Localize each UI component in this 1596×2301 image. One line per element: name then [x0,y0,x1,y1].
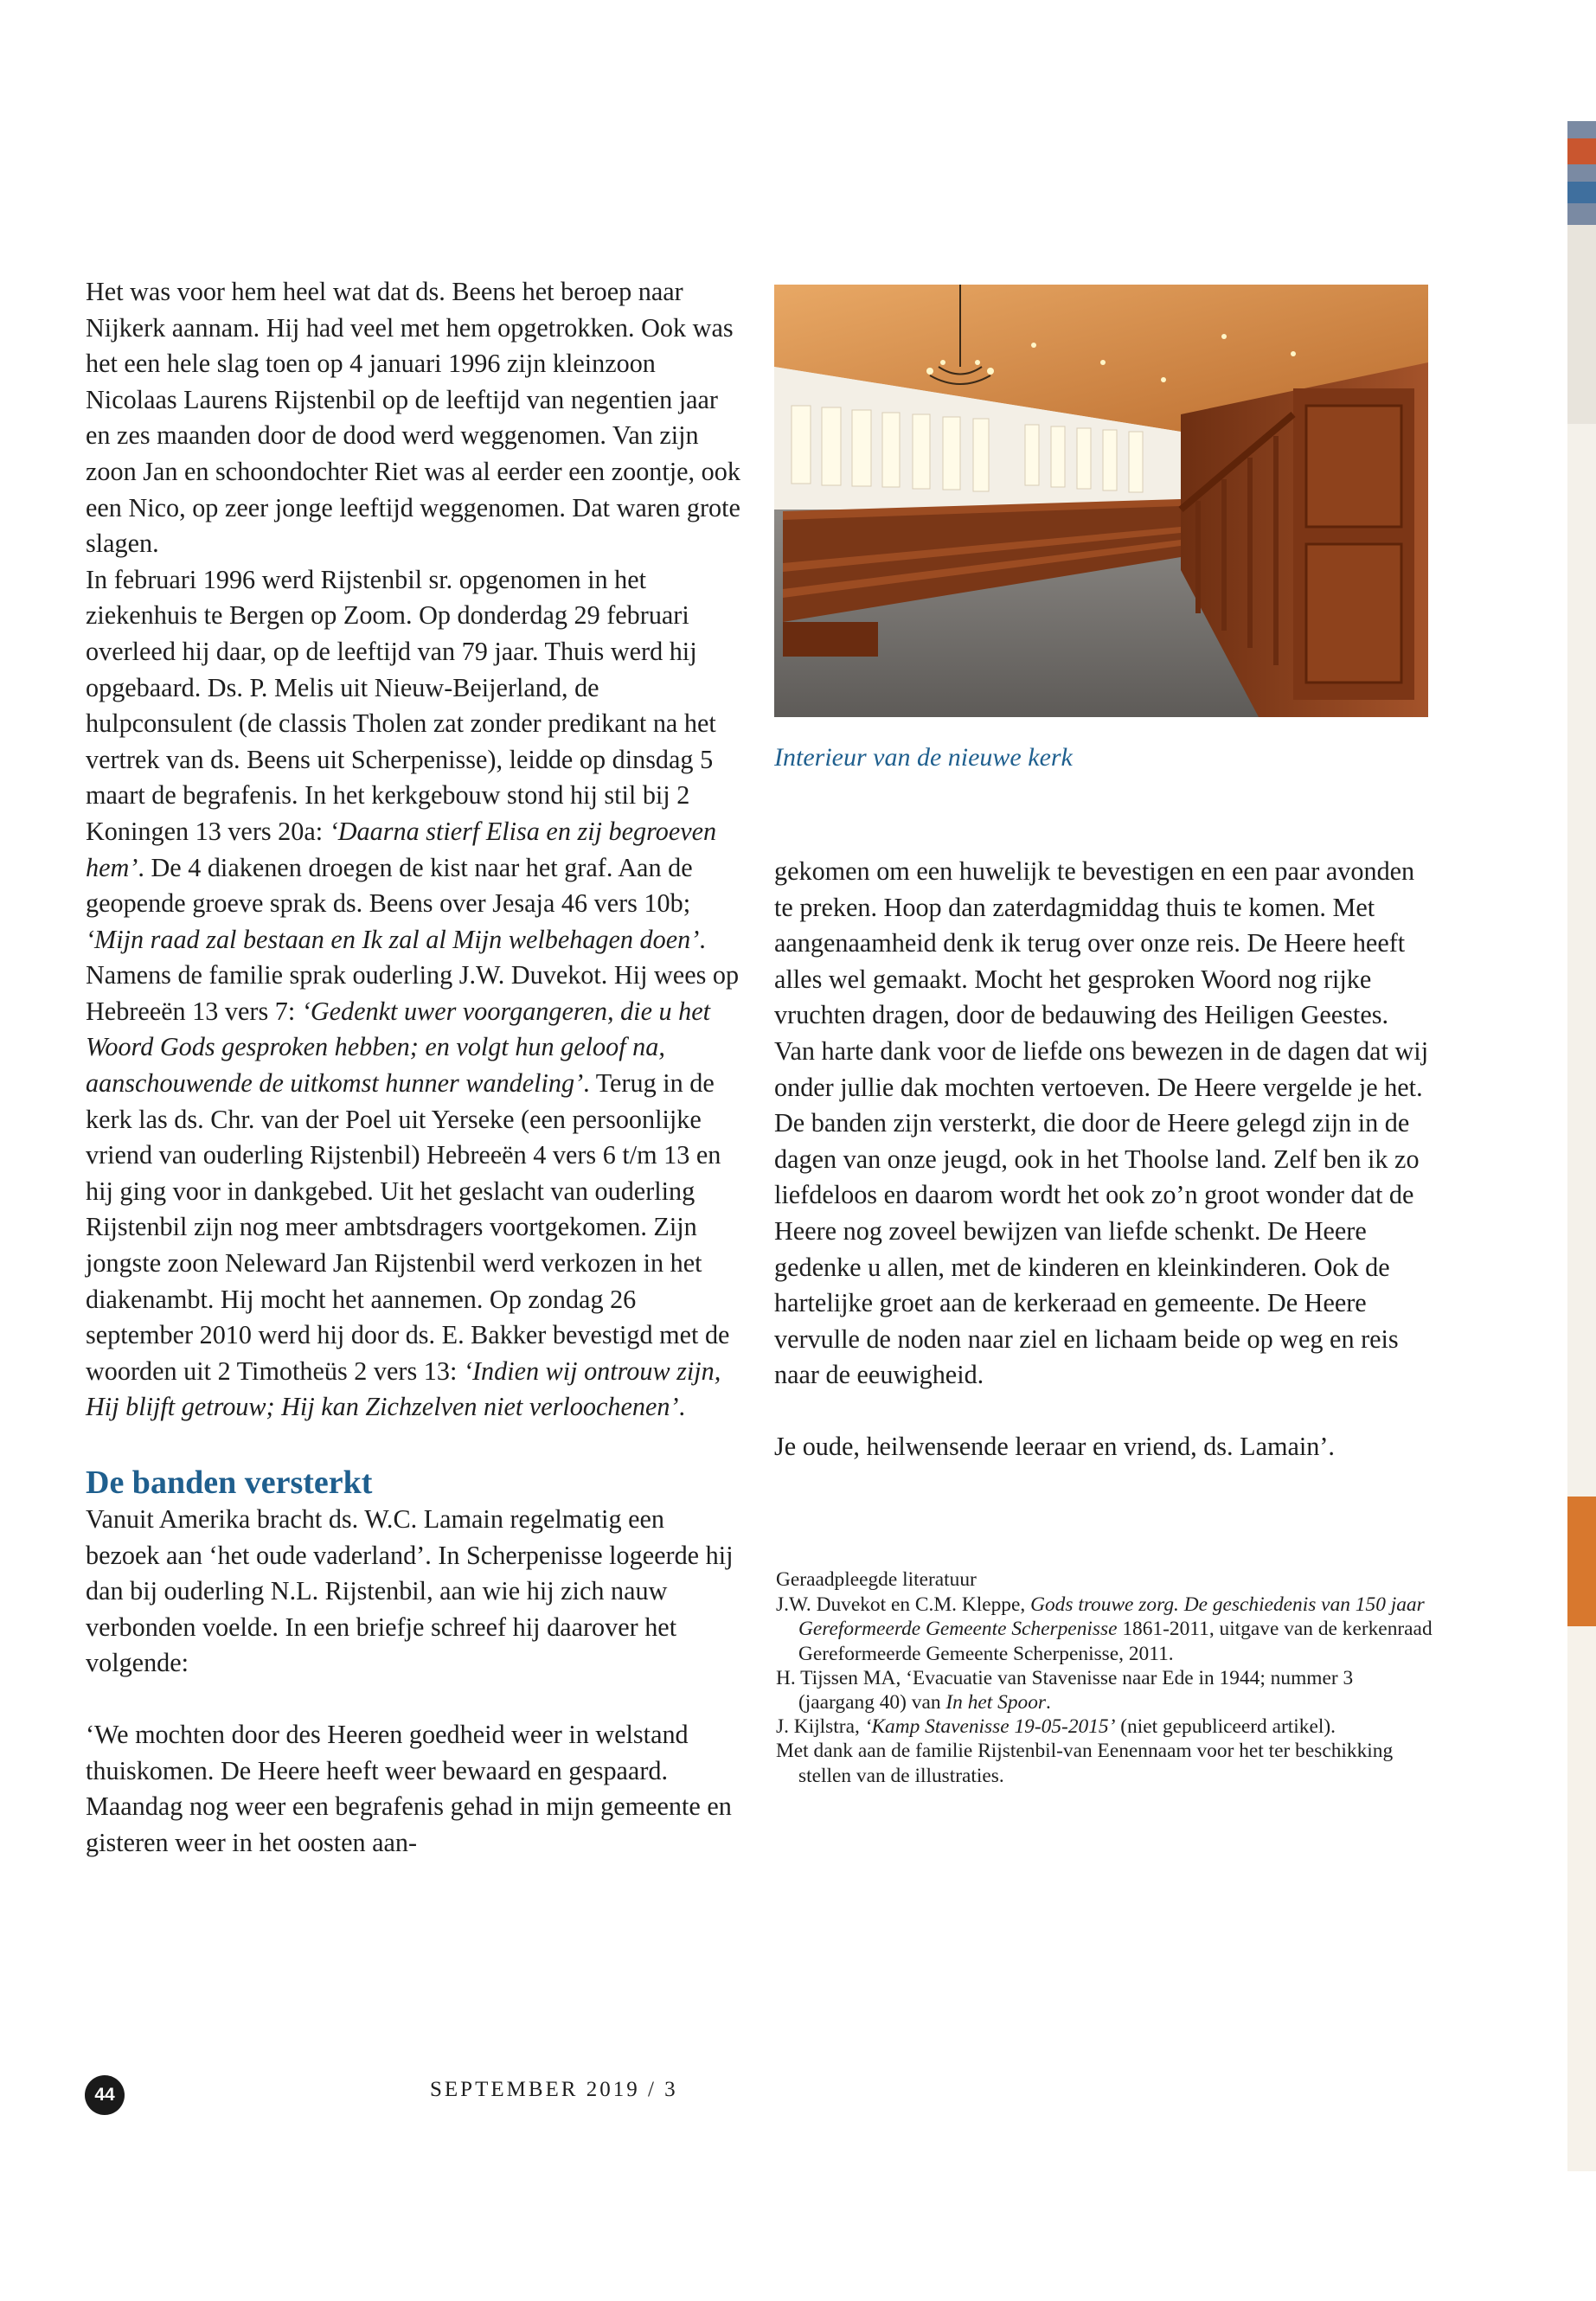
text: In februari 1996 werd Rijstenbil sr. opgenomen in het ziekenhuis te Bergen op Zoom. Op donderdag 29 februari overleed hij daar, op de leeftijd van 79 jaar. Thuis werd hij opgebaard. Ds. P. Melis uit Nieuw-Beijerland, de hulpconsulent (de classis Tholen zat zonder predikant na het vertrek van ds. Beens uit Scherpenisse), leidde op dinsdag 5 maart de begrafenis. In het kerkgebouw stond hij stil bij 2 Koningen 13 vers 20a: [86,564,716,846]
paragraph: Het was voor hem heel wat dat ds. Beens het beroep naar Nijkerk aannam. Hij had veel met hem opgetrokken. Ook was het een hele slag toen op 4 januari 1996 zijn kleinzoon Nicolaas Laurens Rijstenbil op de leeftijd van negentien jaar en zes maanden door de dood werd weggenomen. Van zijn zoon Jan en schoondochter Riet was al eerder een zoontje, ook een Nico, op zeer jonge leeftijd weggenomen. Dat waren grote slagen. [86,277,740,559]
acknowledgement: Met dank aan de familie Rijstenbil-van Eenennaam voor het ter beschikking stellen van de illustraties. [776,1740,1394,1787]
text: J.W. Duvekot en C.M. Kleppe, [776,1593,1031,1617]
paragraph [86,562,743,1426]
section-heading: De banden versterkt [86,1465,373,1501]
page-edge-decoration [1567,121,1596,2171]
text: J. Kijlstra, [776,1715,865,1739]
text: (niet gepubliceerd artikel). [1115,1715,1336,1739]
text: . [1046,1691,1051,1715]
issue-footer: SEPTEMBER 2019 / 3 [430,2078,678,2101]
text: . Namens de familie sprak ouderling J.W. Duvekot. Hij wees op Hebreeën 13 vers 7: [86,924,740,1026]
bible-quote: ‘Indien wij ontrouw zijn, Hij blijft getrouw; Hij kan Zichzelven niet verloochenen’ [86,1356,721,1422]
reference-item [776,1715,1433,1739]
text: . [678,1392,686,1422]
reference-item [776,1666,1433,1715]
references [776,1567,1433,1788]
bible-quote: ‘Daarna stierf Elisa en zij begroeven hem’ [86,816,717,882]
paragraph: Vanuit Amerika bracht ds. W.C. Lamain regelmatig een bezoek aan ‘het oude vaderland’. In Scherpenisse logeerde hij dan bij ouderling N.L. Rijstenbil, aan wie hij zich nauw verbonden voelde. In een briefje schreef hij daarover het volgende: [86,1504,734,1678]
bible-quote: ‘Mijn raad zal bestaan en Ik zal al Mijn welbehagen doen’ [86,924,700,954]
letter-signature: Je oude, heilwensende leeraar en vriend, ds. Lamain’. [774,1431,1335,1461]
photo-caption: Interieur van de nieuwe kerk [774,743,1073,772]
page-number: 44 [85,2075,125,2115]
text: H. Tijssen MA, ‘Evacuatie van Stavenisse naar Ede in 1944; nummer 3 (jaargang 40) van [776,1666,1354,1715]
reference-item [776,1593,1433,1666]
left-column [86,274,743,1861]
letter-paragraph: gekomen om een huwelijk te bevestigen en een paar avonden te preken. Hoop dan zaterdagmiddag thuis te komen. Met aangenaamheid denk ik terug over onze reis. De Heere heeft alles wel gemaakt. Mocht het gesproken Woord nog rijke vruchten dragen, door de bedauwing des Heiligen Geestes. Van harte dank voor de liefde ons bewezen in de dagen dat wij onder jullie dak mochten vertoeven. De Heere vergelde je het. De banden zijn versterkt, die door de Heere gelegd zijn in de dagen van onze jeugd, ook in het Thoolse land. Zelf ben ik zo liefdeloos en daarom wordt het ook zo’n groot wonder dat de Heere nog zoveel bewijzen van liefde schenkt. De Heere gedenke u allen, met de kinderen en kleinkinderen. Ook de hartelijke groet aan de kerkeraad en gemeente. De Heere vervulle de noden naar ziel en lichaam beide op weg en reis naar de eeuwigheid. [774,856,1429,1390]
text: 1861-2011, uitgave van de kerkenraad Gereformeerde Gemeente Scherpenisse, 2011. [798,1618,1433,1665]
reference-title: In het Spoor [945,1691,1047,1715]
right-column [774,854,1432,1465]
reference-title: ‘Kamp Stavenisse 19-05-2015’ [864,1715,1116,1739]
letter-paragraph: ‘We mochten door des Heeren goedheid weer in welstand thuiskomen. De Heere heeft weer bewaard en gespaard. Maandag nog weer een begrafenis gehad in mijn gemeente en gisteren weer in het oosten aan- [86,1719,732,1857]
reference-title: Gods trouwe zorg. De geschiedenis van 150 jaar Gereformeerde Gemeente Scherpenisse [798,1593,1425,1641]
bible-quote: ‘Gedenkt uwer voorgangeren, die u het Woord Gods gesproken hebben; en volgt hun geloof na, aanschouwende de uitkomst hunner wandeling’ [86,996,711,1099]
references-heading: Geraadpleegde literatuur [776,1568,977,1591]
text: . Terug in de kerk las ds. Chr. van der Poel uit Yerseke (een persoonlijke vriend van ouderling Rijstenbil) Hebreeën 4 vers 6 t/m 13 en hij ging voor in dankgebed. Uit het geslacht van ouderling Rijstenbil zijn nog meer ambtsdragers voortgekomen. Zijn jongste zoon Neleward Jan Rijstenbil werd verkozen in het diakenambt. Hij mocht het aannemen. Op zondag 26 september 2010 werd hij door ds. E. Bakker bevestigd met de woorden uit 2 Timotheüs 2 vers 13: [86,1068,730,1386]
church-interior-photo [774,285,1428,717]
text: . De 4 diakenen droegen de kist naar het graf. Aan de geopende groeve sprak ds. Beens over Jesaja 46 vers 10b; [86,852,693,919]
